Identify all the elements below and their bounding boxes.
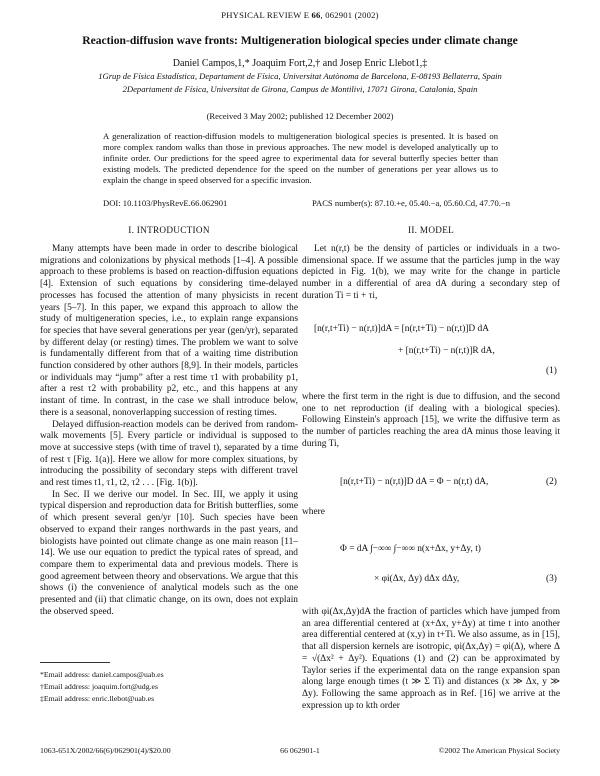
journal-name: PHYSICAL REVIEW E: [221, 10, 310, 20]
model-paragraph-1: Let n(r,t) be the density of particles or individuals in a two-dimensional space. If we assume that the particles jump in the way depicted in Fig. 1(b), we may write for the change in particle number in a differential of area dA during a secondary step of duration Ti = ti + τi,: [302, 244, 560, 301]
footer-issn: 1063-651X/2002/66(6)/062901(4)/$20.00: [40, 746, 171, 755]
paper-title: Reaction-diffusion wave fronts: Multigeneration biological species under climate change: [82, 34, 518, 47]
received-dates: (Received 3 May 2002; published 12 December 2002): [206, 111, 394, 121]
footnote-email-llebot: ‡Email address: enric.llebot@uab.es: [40, 694, 155, 703]
where-text: where: [302, 507, 325, 517]
equation-2-number: (2): [546, 477, 557, 487]
footnote-email-fort: †Email address: joaquim.fort@udg.es: [40, 682, 159, 691]
section-heading-model: II. MODEL: [407, 225, 455, 235]
author-list: Daniel Campos,1,* Joaquim Fort,2,† and Josep Enric Llebot1,‡: [172, 58, 428, 69]
equation-1-line-2: + [n(r,t+Ti) − n(r,t)]R dA,: [398, 346, 495, 356]
running-header: PHYSICAL REVIEW E 66, 062901 (2002): [221, 10, 379, 20]
affiliation-1: 1Grup de Física Estadística, Departament de Física, Universitat Autònoma de Barcelona, E-08193 Bellaterra, Spain: [98, 71, 502, 81]
equation-3-line-2: × φi(Δx, Δy) dΔx dΔy,: [374, 574, 460, 584]
equation-1-number: (1): [546, 366, 557, 376]
section-heading-introduction: I. INTRODUCTION: [128, 225, 210, 235]
intro-paragraph: Many attempts have been made in order to describe biological migrations and colonizations by physical methods [1–4]. A possible approach to these problems is based on reaction-diffusion equations [4]. Extension of such equations by considering time-delayed processes has focused the attention of many physicists in recent years [5–7]. In this paper, we expand this approach to allow the study of multigeneration species, i.e., to explain range expansions for species that have several generations per year (gen/yr), separated by different delay (or resting) times. The problem we want to solve is fundamentally different from that of a waiting time distribution function considered by other authors [8,9]. In their models, particles or individuals may “jump” after a rest time τ1 with probability p1, after a rest τ2 with probability p2, etc., and this happens at any instant of time. In contrast, in the case we shall introduce below, there is a seasonal, nonoverlapping succession of resting times.: [40, 244, 298, 418]
intro-paragraph: In Sec. II we derive our model. In Sec. III, we apply it using typical dispersion and reproduction data for British butterflies, some of which present several gen/yr [10]. Such species have been observed to expand their ranges northwards in the past years, and biologists have pointed out climate change as one main reason [11–14]. We use our equation to predict the typical rates of spread, and compare them to experimental data and previous models. There is good agreement between theory and observations. We argue that this shows (i) the convenience of analytical models such as the one presented and (ii) that climatic change, on its own, does not explain the observed speed.: [40, 489, 298, 617]
introduction-body: [40, 244, 298, 619]
abstract: [103, 131, 498, 186]
article-number: 062901: [325, 10, 353, 20]
journal-volume: 66: [311, 10, 321, 20]
equation-3-number: (3): [546, 574, 557, 584]
doi: DOI: 10.1103/PhysRevE.66.062901: [103, 198, 228, 208]
affiliation-2: 2Departament de Física, Universitat de Girona, Campus de Montilivi, 17071 Girona, Catalonia, Spain: [122, 84, 478, 94]
equation-1-line-1: [n(r,t+Ti) − n(r,t)]dA = [n(r,t+Ti) − n(r,t)]D dA: [314, 324, 490, 334]
journal-year: (2002): [354, 10, 379, 20]
intro-paragraph: Delayed diffusion-reaction models can be derived from random-walk movements [5]. Every particle or individual is supposed to move at successive steps (with time of travel t), separated by a time of rest τ [Fig. 1(a)]. Here we allow for more complex situations, by introducing the possibility of secondary steps with different travel and rest times t1, τ1, t2, τ2 . . . [Fig. 1(b)].: [40, 419, 298, 489]
footnote-rule: [40, 662, 110, 663]
equation-3-line-1: Φ = dA ∫−∞∞ ∫−∞∞ n(x+Δx, y+Δy, t): [340, 544, 481, 554]
model-paragraph-3: with φi(Δx,Δy)dA the fraction of particles which have jumped from an area differential centered at (x+Δx, y+Δy) at time t into another area differential centered at (x,y) in t+Ti. We also assume, as in [15], that all dispersion kernels are isotropic, φi(Δx,Δy) = φi(Δ), where Δ = √(Δx² + Δy²). Equations (1) and (2) can be approximated by Taylor series if the experimental data on the range expansion span along large enough times (t ≫ Σ Ti) and distances (x ≫ Δx, y ≫ Δy). Following the same approach as in Ref. [16] we arrive at the expression up to kth order: [302, 607, 560, 711]
footer-page: 66 062901-1: [280, 746, 320, 755]
footnote-email-campos: *Email address: daniel.campos@uab.es: [40, 670, 164, 679]
model-paragraph-2: where the first term in the right is due to diffusion, and the second one to net reproduction (if dealing with a biological species). Following Einstein's approach [15], we write the diffusive term as the number of particles reaching the area dA minus those leaving it during Ti,: [302, 392, 560, 449]
pacs-numbers: PACS number(s): 87.10.+e, 05.40.−a, 05.60.Cd, 47.70.−n: [312, 198, 511, 208]
footer-copyright: ©2002 The American Physical Society: [438, 746, 560, 755]
equation-2: [n(r,t+Ti) − n(r,t)]D dA = Φ − n(r,t) dA,: [340, 477, 489, 487]
abstract-text: A generalization of reaction-diffusion models to multigeneration biological species is presented. It is based on more complex random walks than those in previous approaches. The new model is developed analytically up to infinite order. Our predictions for the speed agree to experimental data for several butterfly species better than existing models. The predicted dependence for the speed on the number of generations per year allows us to explain the change in speed observed for a specific invasion.: [103, 131, 498, 185]
